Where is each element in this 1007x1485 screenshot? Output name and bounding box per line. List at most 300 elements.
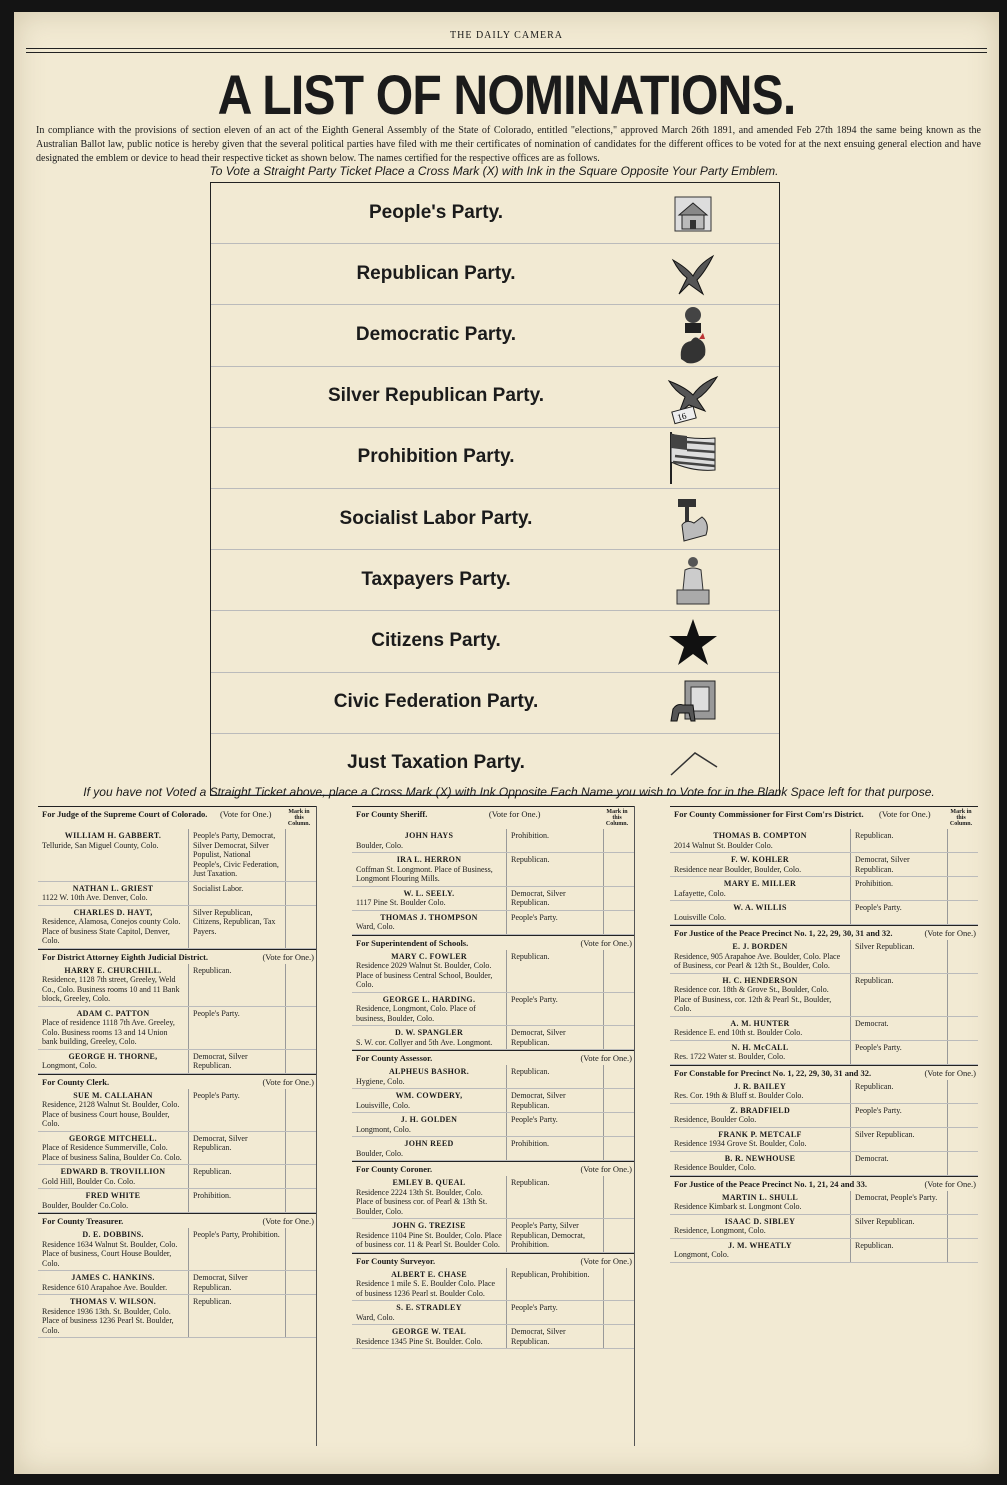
vote-mark-box[interactable]: [947, 1017, 978, 1040]
candidate-row: [352, 1325, 634, 1349]
candidate-info: [670, 901, 850, 924]
vote-count-note: (Vote for One.): [580, 1053, 632, 1063]
vote-mark-box[interactable]: [285, 1271, 316, 1294]
candidate-name: EDWARD B. TROVILLION: [60, 1167, 166, 1176]
office-title: For District Attorney Eighth Judicial District.: [42, 951, 209, 962]
vote-mark-box[interactable]: [603, 1113, 634, 1136]
vote-mark-box[interactable]: [603, 1026, 634, 1049]
vote-count-note: (Vote for One.): [924, 1178, 976, 1189]
candidate-info: [38, 882, 188, 905]
candidate-name: H. C. HENDERSON: [722, 975, 798, 985]
candidate-row: [352, 853, 634, 887]
candidate-address: Louisville Colo.: [674, 912, 726, 922]
office-title: For Superintendent of Schools.: [356, 937, 469, 948]
party-row[interactable]: [211, 305, 779, 366]
candidate-name: Z. BRADFIELD: [729, 1105, 791, 1115]
office-header: [38, 1074, 316, 1089]
vote-mark-box[interactable]: [285, 882, 316, 905]
candidate-name: D. E. DOBBINS.: [82, 1230, 144, 1239]
party-row[interactable]: [211, 428, 779, 489]
candidate-row: [352, 1219, 634, 1253]
page-title: A LIST OF NOMINATIONS.: [217, 63, 796, 126]
candidate-name: W. A. WILLIS: [733, 903, 787, 912]
vote-mark-box[interactable]: [947, 829, 978, 852]
office-title: For County Sheriff.: [356, 809, 428, 819]
party-name: Taxpayers Party.: [361, 568, 511, 590]
vote-count-note: (Vote for One.): [262, 1216, 314, 1226]
candidate-name: MARY C. FOWLER: [391, 951, 467, 961]
vote-mark-box[interactable]: [947, 1104, 978, 1127]
candidate-info: [38, 906, 188, 948]
office-title: For Justice of the Peace Precinct No. 1, 21, 24 and 33.: [674, 1178, 868, 1189]
party-row[interactable]: [211, 550, 779, 611]
candidate-party: People's Party.: [850, 1104, 947, 1127]
candidate-info: [670, 940, 850, 973]
candidate-row: [38, 1089, 316, 1132]
newspaper-page: [14, 12, 999, 1474]
candidate-info: [670, 1017, 850, 1040]
candidate-party: Democrat, Silver Republican.: [188, 1132, 285, 1165]
vote-mark-box[interactable]: [603, 1089, 634, 1112]
candidate-name: SUE M. CALLAHAN: [73, 1090, 153, 1100]
vote-mark-box[interactable]: [603, 950, 634, 992]
candidate-name: F. W. KOHLER: [731, 855, 789, 864]
vote-mark-box[interactable]: [947, 1191, 978, 1214]
candidate-party: People's Party.: [188, 1089, 285, 1131]
vote-mark-box[interactable]: [947, 1152, 978, 1175]
candidate-info: [38, 1089, 188, 1131]
candidate-row: [670, 974, 978, 1017]
candidate-address: Gold Hill, Boulder Co. Colo.: [42, 1176, 136, 1186]
party-row[interactable]: [211, 244, 779, 305]
party-name: Civic Federation Party.: [333, 691, 539, 713]
masthead-rule: [26, 48, 987, 49]
party-row[interactable]: [211, 611, 779, 672]
candidate-address: Louisville, Colo.: [356, 1100, 410, 1110]
candidate-name: WM. COWDERY,: [395, 1091, 463, 1100]
candidate-info: [670, 1104, 850, 1127]
candidate-party: Democrat, Silver Republican.: [506, 887, 603, 910]
candidate-row: [670, 1041, 978, 1065]
candidate-address: Boulder, Colo.: [356, 1148, 404, 1158]
candidate-name: MARY E. MILLER: [723, 879, 797, 888]
candidate-address: Boulder, Colo.: [356, 840, 404, 850]
candidate-party: Republican.: [188, 1165, 285, 1188]
candidate-row: [352, 950, 634, 993]
candidate-info: [352, 1026, 506, 1049]
office-header: [670, 925, 978, 940]
candidate-address: Residence, Alamosa, Conejos county Colo. Place of business State Capitol, Denver, Colo.: [42, 917, 181, 945]
candidate-party: People's Party, Silver Republican, Democrat, Prohibition.: [506, 1219, 603, 1252]
candidate-name: J. H. GOLDEN: [400, 1115, 458, 1124]
candidate-party: Democrat, Silver Republican.: [188, 1271, 285, 1294]
candidate-name: FRED WHITE: [85, 1191, 141, 1200]
vote-mark-box[interactable]: [285, 1050, 316, 1073]
party-name: Citizens Party.: [371, 629, 501, 651]
candidate-info: [352, 1219, 506, 1252]
candidate-party: Republican.: [506, 950, 603, 992]
candidate-address: Residence, 1128 7th street, Greeley, Weld Co., Colo. Business rooms 10 and 11 Bank block, Greeley, Colo.: [42, 975, 180, 1003]
mark-column-label: Mark in this Column.: [949, 809, 973, 827]
vote-mark-box[interactable]: [285, 906, 316, 948]
candidate-address: Longmont, Colo.: [356, 1124, 411, 1134]
candidate-row: [352, 911, 634, 935]
candidate-name: B. R. NEWHOUSE: [724, 1153, 796, 1163]
candidate-name: CHARLES D. HAYT,: [73, 907, 153, 917]
party-row[interactable]: [211, 673, 779, 734]
eagle-icon: [663, 246, 723, 303]
candidate-party: Republican.: [850, 1080, 947, 1103]
vote-count-note: (Vote for One.): [924, 1067, 976, 1078]
candidate-party: Republican.: [850, 829, 947, 852]
svg-text:16: 16: [676, 410, 688, 423]
candidate-info: [38, 1132, 188, 1165]
candidate-address: Residence cor. 18th & Grove St., Boulder, Colo. Place of Business, cor. 12th & Pearl St., Boulder, Colo.: [674, 985, 832, 1013]
vote-mark-box[interactable]: [947, 1215, 978, 1238]
mark-column-label: Mark in this Column.: [287, 809, 311, 827]
candidate-address: Residence, 905 Arapahoe Ave. Boulder, Colo. Place of Business, cor Pearl & 12th St., Boulder, Colo.: [674, 951, 841, 970]
vote-mark-box[interactable]: [947, 853, 978, 876]
candidate-info: [352, 1113, 506, 1136]
office-header: [38, 1213, 316, 1228]
candidate-party: People's Party.: [506, 993, 603, 1026]
candidate-row: [38, 1165, 316, 1189]
split-ticket-instruction: If you have not Voted a Straight Ticket above, place a Cross Mark (X) with Ink Opposite Each Name you wish to Vote for in the Blank Space left for that purpose.: [83, 785, 935, 799]
candidate-info: [38, 1165, 188, 1188]
vote-mark-box[interactable]: [603, 887, 634, 910]
vote-mark-box[interactable]: [285, 1165, 316, 1188]
candidate-info: [352, 1268, 506, 1301]
candidate-address: Residence near Boulder, Boulder, Colo.: [674, 864, 802, 874]
candidate-party: Democrat.: [850, 1152, 947, 1175]
office-title: For Justice of the Peace Precinct No. 1, 22, 29, 30, 31 and 32.: [674, 928, 893, 938]
vote-mark-box[interactable]: [947, 940, 978, 973]
candidate-info: [670, 1152, 850, 1175]
candidate-name: J. M. WHEATLY: [728, 1240, 792, 1250]
candidate-row: [670, 853, 978, 877]
office-title: For County Coroner.: [356, 1164, 433, 1174]
office-header: [670, 806, 978, 829]
candidate-info: [670, 1041, 850, 1064]
office-header: [352, 1050, 634, 1065]
candidate-info: [38, 829, 188, 881]
candidate-row: [38, 1050, 316, 1074]
candidate-party: Prohibition.: [188, 1189, 285, 1212]
party-row[interactable]: [211, 489, 779, 550]
candidate-address: Res. 1722 Water st. Boulder, Colo.: [674, 1052, 786, 1061]
candidate-info: [352, 1325, 506, 1348]
vote-mark-box[interactable]: [603, 911, 634, 934]
candidate-row: [670, 1239, 978, 1263]
candidate-info: [670, 1080, 850, 1103]
candidate-row: [38, 906, 316, 949]
candidate-party: People's Party, Democrat, Silver Democrat, Silver Populist, National People's, Civic Federation, Just Taxation.: [188, 829, 285, 881]
vote-count-note: (Vote for One.): [580, 1164, 632, 1174]
candidate-address: Residence, Longmont, Colo. Place of business, Boulder, Colo.: [356, 1004, 476, 1023]
candidate-row: [670, 1128, 978, 1152]
candidate-address: Longmont, Colo.: [42, 1061, 97, 1070]
flag-icon: [663, 430, 723, 487]
candidate-name: JOHN HAYS: [404, 831, 454, 840]
candidate-address: Residence 1634 Walnut St. Boulder, Colo. Place of business, Court House Boulder, Colo.: [42, 1239, 178, 1268]
party-name: Democratic Party.: [355, 323, 517, 345]
candidate-address: Residence 1 mile S. E. Boulder Colo. Place of business 1236 Pearl st. Boulder Colo.: [356, 1279, 496, 1298]
candidate-name: GEORGE W. TEAL: [391, 1327, 467, 1336]
star-icon: [663, 613, 723, 670]
candidate-info: [38, 1189, 188, 1212]
vote-mark-box[interactable]: [603, 853, 634, 886]
vote-mark-box[interactable]: [285, 964, 316, 1006]
candidate-row: [352, 1026, 634, 1050]
candidate-name: GEORGE H. THORNE,: [68, 1051, 158, 1061]
office-header: [670, 1065, 978, 1080]
masthead-rule-2: [26, 52, 987, 53]
eagle-scroll-icon: [663, 369, 723, 426]
candidate-address: Residence 2224 13th St. Boulder, Colo. Place of business cor. of Pearl & 13th St. Boulder, Colo.: [356, 1187, 488, 1216]
candidate-info: [670, 1128, 850, 1151]
vote-count-note: (Vote for One.): [219, 809, 272, 819]
office-title: For County Commissioner for First Com'rs District.: [674, 809, 864, 819]
candidate-info: [38, 964, 188, 1006]
candidate-name: IRA L. HERRON: [396, 855, 462, 864]
office-title: For County Surveyor.: [356, 1255, 436, 1266]
candidate-info: [352, 887, 506, 910]
candidate-address: Residence, 2128 Walnut St. Boulder, Colo. Place of business Court house, Boulder, Colo.: [42, 1100, 180, 1128]
candidate-name: NATHAN L. GRIEST: [72, 883, 154, 893]
vote-mark-box[interactable]: [285, 1295, 316, 1337]
candidate-row: [38, 1132, 316, 1166]
candidate-info: [670, 829, 850, 852]
straight-ticket-instruction: To Vote a Straight Party Ticket Place a Cross Mark (X) with Ink in the Square Opposite Your Party Emblem.: [209, 164, 779, 178]
candidate-address: 2014 Walnut St. Boulder Colo.: [674, 840, 773, 850]
candidate-party: Republican, Prohibition.: [506, 1268, 603, 1301]
candidate-row: [670, 1191, 978, 1215]
vote-mark-box[interactable]: [603, 1219, 634, 1252]
candidate-row: [352, 829, 634, 853]
candidate-address: Telluride, San Miguel County, Colo.: [42, 840, 159, 850]
candidate-info: [670, 974, 850, 1016]
candidate-name: FRANK P. METCALF: [718, 1129, 802, 1139]
candidate-name: JOHN REED: [404, 1139, 454, 1148]
office-header: [352, 935, 634, 950]
candidate-info: [670, 1239, 850, 1262]
candidate-row: [352, 1089, 634, 1113]
candidate-party: Prohibition.: [506, 1137, 603, 1160]
candidate-address: Ward, Colo.: [356, 1312, 395, 1322]
candidate-row: [670, 1017, 978, 1041]
candidate-party: Silver Republican.: [850, 940, 947, 973]
candidate-party: People's Party.: [506, 911, 603, 934]
candidate-name: JOHN G. TREZISE: [392, 1221, 466, 1230]
candidate-name: THOMAS B. COMPTON: [713, 831, 807, 840]
party-name: Prohibition Party.: [357, 446, 515, 468]
candidate-party: Silver Republican.: [850, 1215, 947, 1238]
candidate-address: Residence 2029 Walnut St. Boulder, Colo. Place of business Central School, Boulder, Colo.: [356, 961, 493, 989]
candidate-address: Residence 610 Arapahoe Ave. Boulder.: [42, 1282, 168, 1292]
candidate-address: Res. Cor. 19th & Bluff st. Boulder Colo.: [674, 1091, 804, 1100]
mark-column-label: Mark in this Column.: [605, 809, 629, 827]
office-title: For Constable for Precinct No. 1, 22, 29, 30, 31 and 32.: [674, 1067, 872, 1078]
candidate-address: Residence, Boulder Colo.: [674, 1115, 757, 1124]
candidate-party: People's Party.: [850, 901, 947, 924]
vote-mark-box[interactable]: [285, 829, 316, 881]
office-header: [352, 806, 634, 829]
candidate-party: Republican.: [850, 1239, 947, 1262]
candidate-name: ALPHEUS BASHOR.: [388, 1067, 470, 1076]
candidate-info: [38, 1228, 188, 1270]
vote-mark-box[interactable]: [947, 1128, 978, 1151]
candidate-address: Residence 1936 13th. St. Boulder, Colo. Place of business 1236 Pearl St. Boulder, Colo.: [42, 1306, 174, 1335]
candidate-address: Ward, Colo.: [356, 922, 395, 931]
candidate-row: [670, 1152, 978, 1176]
candidate-row: [352, 993, 634, 1027]
candidate-row: [352, 1268, 634, 1302]
party-row[interactable]: [211, 183, 779, 244]
candidate-info: [352, 950, 506, 992]
candidate-info: [352, 829, 506, 852]
party-name: Silver Republican Party.: [327, 385, 545, 407]
vote-mark-box[interactable]: [947, 1080, 978, 1103]
vote-mark-box[interactable]: [947, 1041, 978, 1064]
candidate-row: [670, 1104, 978, 1128]
vote-mark-box[interactable]: [947, 974, 978, 1016]
candidate-info: [352, 1065, 506, 1088]
candidate-address: S. W. cor. Collyer and 5th Ave. Longmont.: [356, 1037, 493, 1047]
arm-hammer-icon: [663, 491, 723, 548]
candidate-name: MARTIN L. SHULL: [721, 1192, 798, 1202]
candidate-name: D. W. SPANGLER: [394, 1028, 464, 1037]
candidate-row: [38, 1007, 316, 1050]
vote-mark-box[interactable]: [603, 1065, 634, 1088]
vote-mark-box[interactable]: [603, 1325, 634, 1348]
candidate-party: Republican.: [850, 974, 947, 1016]
ballot-column-2: [352, 806, 634, 1349]
intro-notice: In compliance with the provisions of section eleven of an act of the Eighth General Assembly of the State of Colorado, entitled "elections," approved March 26th 1891, and amended Feb 27th 1894 the same being known as the Australian Ballot law, public notice is hereby given that the several political parties have filed with me their certificates of nomination of candidates for the different offices to be voted for at the next ensuing general election and have designated the emblem or device to head their respective ticket as shown below. The names certified for the respective offices are as follows.: [36, 125, 981, 164]
vote-mark-box[interactable]: [603, 993, 634, 1026]
vote-mark-box[interactable]: [285, 1228, 316, 1270]
candidate-row: [352, 1137, 634, 1161]
candidate-name: WILLIAM H. GABBERT.: [64, 831, 162, 840]
candidate-party: Republican.: [506, 1176, 603, 1218]
vote-mark-box[interactable]: [947, 877, 978, 900]
vote-count-note: (Vote for One.): [580, 937, 632, 948]
candidate-row: [670, 877, 978, 901]
candidate-address: Residence 1104 Pine St. Boulder, Colo. Place of business cor. 11 & Pearl St. Boulder Colo.: [356, 1230, 502, 1249]
candidate-name: N. H. McCALL: [731, 1042, 789, 1052]
candidate-party: Democrat, Silver Republican.: [506, 1026, 603, 1049]
candidate-party: Prohibition.: [850, 877, 947, 900]
candidate-info: [352, 1176, 506, 1218]
office-header: [352, 1253, 634, 1268]
candidate-address: Residence 1934 Grove St. Boulder, Colo.: [674, 1139, 807, 1148]
figure-icon: [663, 552, 723, 609]
vote-count-note: (Vote for One.): [924, 928, 976, 938]
candidate-party: Republican.: [188, 1295, 285, 1337]
candidate-name: A. M. HUNTER: [730, 1018, 790, 1028]
candidate-row: [352, 1301, 634, 1325]
candidate-name: E. J. BORDEN: [732, 942, 788, 951]
party-row[interactable]: [211, 367, 779, 428]
candidate-party: Democrat, Silver Republican.: [850, 853, 947, 876]
candidate-name: GEORGE L. HARDING.: [382, 994, 476, 1004]
candidate-party: Republican.: [506, 1065, 603, 1088]
candidate-info: [670, 1215, 850, 1238]
candidate-info: [38, 1050, 188, 1073]
office-title: For County Treasurer.: [42, 1216, 124, 1226]
party-name: Just Taxation Party.: [347, 752, 525, 774]
candidate-row: [352, 887, 634, 911]
candidate-row: [38, 1228, 316, 1271]
candidate-party: Democrat, Silver Republican.: [506, 1089, 603, 1112]
vote-mark-box[interactable]: [603, 1137, 634, 1160]
candidate-address: Place of residence 1118 7th Ave. Greeley, Colo. Business rooms 13 and 14 Union bank building, Greeley, Colo.: [42, 1018, 175, 1046]
party-name: Republican Party.: [356, 262, 516, 284]
candidate-name: GEORGE MITCHELL.: [69, 1133, 157, 1143]
vote-count-note: (Vote for One.): [488, 809, 541, 819]
candidate-address: 1122 W. 10th Ave. Denver, Colo.: [42, 893, 148, 902]
vote-mark-box[interactable]: [603, 1301, 634, 1324]
candidate-info: [670, 877, 850, 900]
vote-count-note: (Vote for One.): [580, 1255, 632, 1266]
vote-mark-box[interactable]: [947, 901, 978, 924]
candidate-row: [38, 964, 316, 1007]
vote-mark-box[interactable]: [285, 1007, 316, 1049]
vote-mark-box[interactable]: [285, 1189, 316, 1212]
candidate-name: ALBERT E. CHASE: [391, 1269, 467, 1279]
candidate-party: People's Party, Prohibition.: [188, 1228, 285, 1270]
candidate-address: Coffman St. Longmont. Place of Business, Longmont Flouring Mills.: [356, 864, 493, 883]
vote-count-note: (Vote for One.): [879, 809, 931, 819]
vote-mark-box[interactable]: [603, 1268, 634, 1301]
candidate-party: Republican.: [188, 964, 285, 1006]
vote-mark-box[interactable]: [947, 1239, 978, 1262]
candidate-info: [670, 1191, 850, 1214]
office-title: For County Assessor.: [356, 1053, 433, 1063]
office-header: [38, 806, 316, 829]
candidate-party: Prohibition.: [506, 829, 603, 852]
ballot-column-3: [670, 806, 978, 1263]
candidate-party: People's Party.: [850, 1041, 947, 1064]
candidate-row: [38, 829, 316, 882]
candidate-party: People's Party.: [506, 1301, 603, 1324]
candidate-info: [352, 1089, 506, 1112]
candidate-name: THOMAS V. WILSON.: [69, 1297, 156, 1306]
candidate-party: Democrat, Silver Republican.: [188, 1050, 285, 1073]
candidate-address: Longmont, Colo.: [674, 1250, 729, 1259]
party-name: People's Party.: [368, 201, 504, 223]
vote-mark-box[interactable]: [285, 1132, 316, 1165]
candidate-address: Residence E. end 10th st. Boulder Colo.: [674, 1028, 803, 1037]
candidate-info: [352, 911, 506, 934]
masthead: THE DAILY CAMERA: [450, 30, 563, 41]
candidate-name: J. R. BAILEY: [733, 1081, 787, 1091]
vote-count-note: (Vote for One.): [262, 1076, 314, 1087]
vote-mark-box[interactable]: [285, 1089, 316, 1131]
candidate-party: Silver Republican, Citizens, Republican, Tax Payers.: [188, 906, 285, 948]
candidate-row: [38, 1271, 316, 1295]
candidate-name: ADAM C. PATTON: [76, 1008, 150, 1018]
candidate-row: [670, 940, 978, 974]
vote-mark-box[interactable]: [603, 1176, 634, 1218]
candidate-info: [38, 1007, 188, 1049]
candidate-address: Hygiene, Colo.: [356, 1076, 405, 1086]
candidate-party: Democrat, Silver Republican.: [506, 1325, 603, 1348]
candidate-name: HARRY E. CHURCHILL.: [64, 965, 162, 975]
vote-mark-box[interactable]: [603, 829, 634, 852]
candidate-row: [352, 1113, 634, 1137]
vote-count-note: (Vote for One.): [262, 951, 314, 962]
dog-safe-icon: [663, 675, 723, 732]
